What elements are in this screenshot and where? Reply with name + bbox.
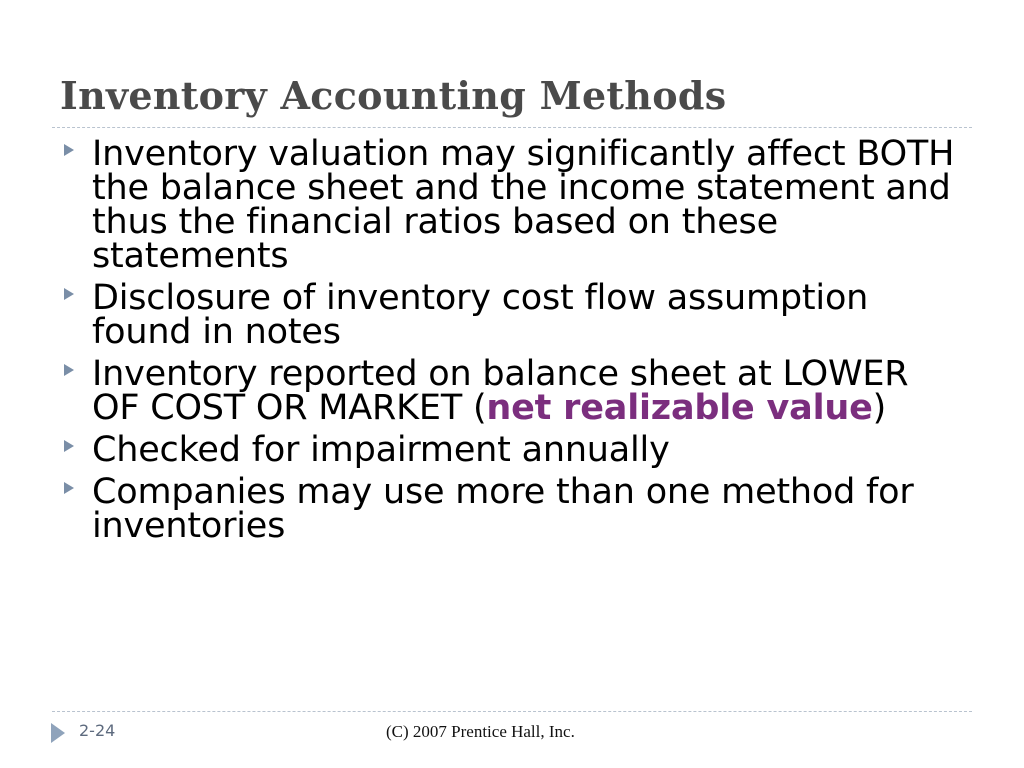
bullet-item-methods [62,472,962,546]
copyright-notice: (C) 2007 Prentice Hall, Inc. [386,722,575,741]
bullet-item-lower-of-cost [62,354,962,428]
bullet-text: Inventory valuation may significantly affect BOTH the balance sheet and the income statement and thus the financial ratios based on these statements [92,134,955,276]
bullet-item-valuation [62,134,962,276]
triangle-right-icon [64,364,74,376]
emphasis-text: net realizable value [486,388,873,428]
triangle-right-icon [64,440,74,452]
bullet-item-disclosure [62,278,962,352]
triangle-right-icon [51,723,65,743]
bullet-text: Companies may use more than one method for inventories [92,472,914,546]
bullet-text: Disclosure of inventory cost flow assumption found in notes [92,278,869,352]
footer-divider [52,711,972,712]
title-divider [52,127,972,128]
bullet-list [62,134,962,551]
triangle-right-icon [64,144,74,156]
bullet-text: Checked for impairment annually [92,430,670,470]
slide-number: 2-24 [79,721,116,740]
bullet-text-end: ) [872,388,887,428]
triangle-right-icon [64,482,74,494]
bullet-text: Inventory reported on balance sheet at LOWER OF COST OR MARKET ( [92,354,909,428]
slide-title: Inventory Accounting Methods [60,73,727,118]
bullet-item-impairment [62,430,962,470]
triangle-right-icon [64,288,74,300]
